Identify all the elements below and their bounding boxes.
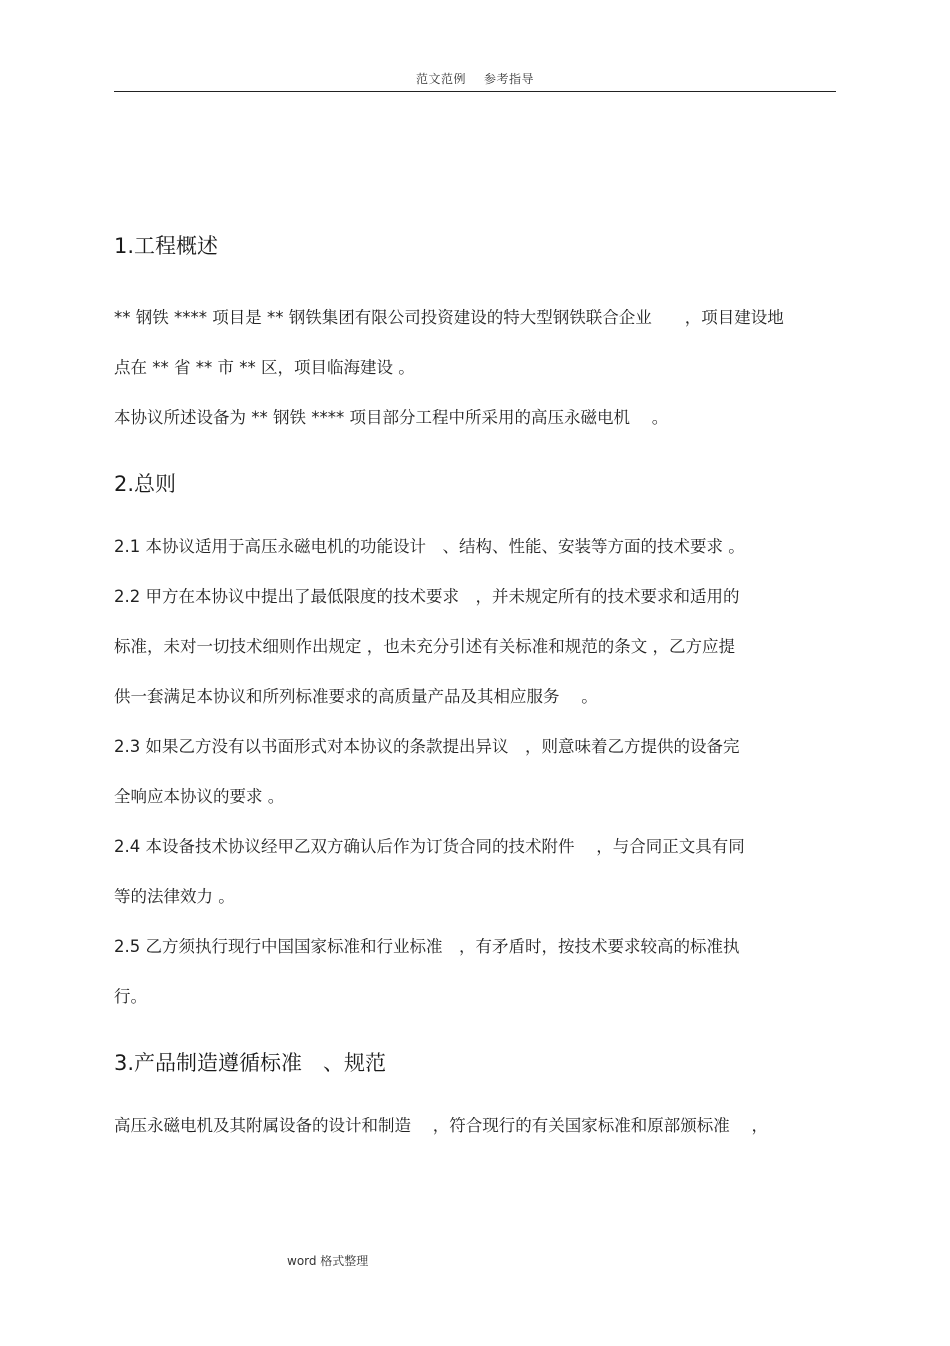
- header-right-text: 参考指导: [484, 72, 535, 86]
- section-2-line: 标准，未对一切技术细则作出规定 ，也未充分引述有关标准和规范的条文 ，乙方应提: [114, 637, 735, 656]
- document-body: [114, 226, 836, 1151]
- section-2-title: 2.总则: [114, 472, 177, 496]
- section-2-line: 2.4 本设备技术协议经甲乙双方确认后作为订货合同的技术附件 ，与合同正文具有同: [114, 837, 745, 856]
- section-2-line: 等的法律效力 。: [114, 887, 235, 906]
- section-2-line: 2.2 甲方在本协议中提出了最低限度的技术要求 ，并未规定所有的技术要求和适用的: [114, 587, 740, 606]
- header-divider: [114, 91, 836, 92]
- section-2-line: 全响应本协议的要求 。: [114, 787, 285, 806]
- section-3-title: 3.产品制造遵循标准 、规范: [114, 1051, 387, 1075]
- section-1-line: 本协议所述设备为 ** 钢铁 **** 项目部分工程中所采用的高压永磁电机 。: [114, 408, 669, 427]
- section-3-line: 高压永磁电机及其附属设备的设计和制造 ，符合现行的有关国家标准和原部颁标准 ，: [114, 1116, 768, 1135]
- section-1-title: 1.工程概述: [114, 234, 219, 258]
- section-1-line: ** 钢铁 **** 项目是 ** 钢铁集团有限公司投资建设的特大型钢铁联合企业 ，项目建设地: [114, 308, 784, 327]
- section-2-line: 2.1 本协议适用于高压永磁电机的功能设计 、结构、性能、安装等方面的技术要求 。: [114, 537, 745, 556]
- section-2-line: 行。: [114, 987, 147, 1006]
- section-1-line: 点在 ** 省 ** 市 ** 区，项目临海建设 。: [114, 358, 415, 377]
- header-left-text: 范文范例: [415, 72, 466, 86]
- section-2-line: 2.3 如果乙方没有以书面形式对本协议的条款提出异议 ，则意味着乙方提供的设备完: [114, 737, 740, 756]
- page-header: [0, 70, 950, 87]
- section-2-line: 供一套满足本协议和所列标准要求的高质量产品及其相应服务 。: [114, 687, 598, 706]
- page-footer: word 格式整理: [287, 1254, 369, 1268]
- section-2-line: 2.5 乙方须执行现行中国国家标准和行业标准 ，有矛盾时，按技术要求较高的标准执: [114, 937, 740, 956]
